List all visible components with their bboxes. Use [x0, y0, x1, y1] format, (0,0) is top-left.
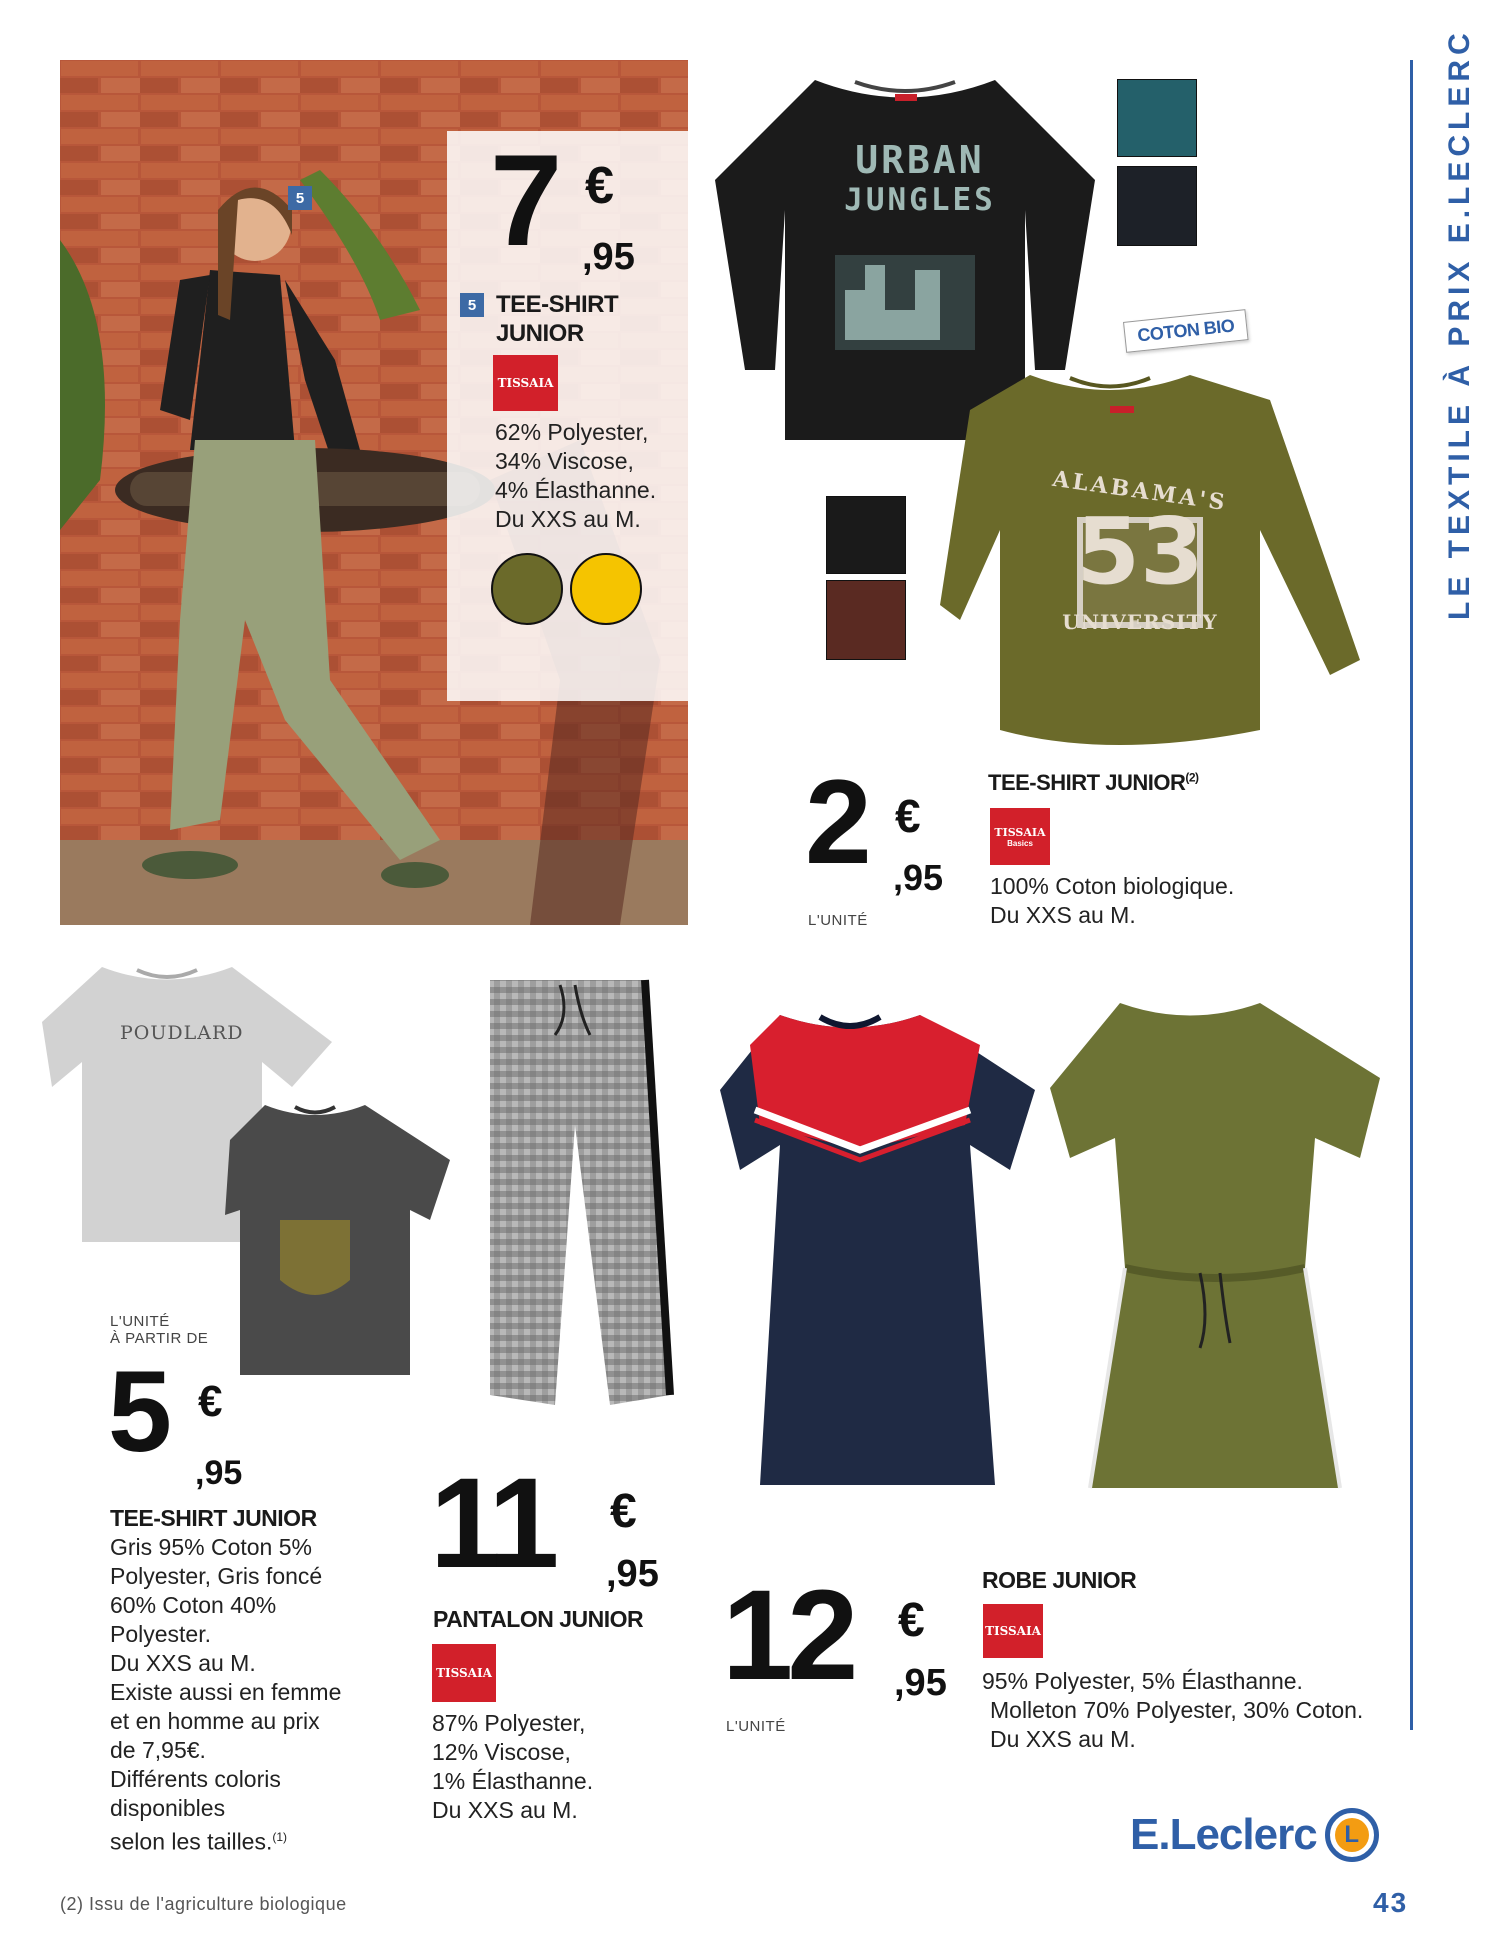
- product3-desc-line: Gris 95% Coton 5%: [110, 1534, 312, 1560]
- product1-desc-line: 62% Polyester,: [495, 419, 649, 445]
- thumb-black-print[interactable]: [826, 496, 906, 574]
- product2-title-text: TEE-SHIRT JUNIOR: [988, 770, 1186, 795]
- product1-title-line2: JUNIOR: [496, 320, 584, 347]
- page-number: 43: [1373, 1887, 1409, 1918]
- product4-brand-logo: TISSAIA: [432, 1644, 496, 1702]
- product1-description: [495, 418, 656, 534]
- product4-title: PANTALON JUNIOR: [433, 1606, 644, 1632]
- product3-unit-line2: À PARTIR DE: [110, 1330, 209, 1347]
- color-swatch-yellow[interactable]: [570, 553, 642, 625]
- dark-poudlard-tee-image: [225, 1100, 455, 1380]
- thumb-blue-print[interactable]: [1117, 79, 1197, 157]
- product3-unit-line1: L'UNITÉ: [110, 1313, 170, 1330]
- leclerc-logo-icon: [1325, 1808, 1379, 1862]
- product1-desc-line: 4% Élasthanne.: [495, 477, 657, 503]
- product3-desc-line: Polyester.: [110, 1621, 211, 1647]
- product1-price-currency: €: [585, 157, 614, 215]
- side-rule: [1410, 60, 1413, 1730]
- product5-desc-line: 95% Polyester, 5% Élasthanne.: [982, 1668, 1303, 1694]
- black-tee-print: [830, 140, 1010, 220]
- product3-desc-line: disponibles: [110, 1795, 226, 1821]
- product2-desc-line: 100% Coton biologique.: [990, 873, 1235, 899]
- product3-desc-line: [110, 1823, 341, 1857]
- product3-desc-sup: (1): [272, 1830, 288, 1844]
- product2-unit: L'UNITÉ: [808, 912, 868, 929]
- product3-price-currency: €: [198, 1377, 223, 1426]
- product5-unit: L'UNITÉ: [726, 1718, 786, 1735]
- olive-tee-print-top: ALABAMA'S: [1050, 465, 1230, 517]
- product3-price-integer: 5: [108, 1348, 166, 1476]
- coton-bio-tag: COTON BIO: [1123, 309, 1249, 353]
- leclerc-logo-inner: L: [1335, 1818, 1369, 1852]
- product3-desc-line: Différents coloris: [110, 1766, 281, 1792]
- product2-description: [990, 872, 1234, 930]
- photo-badge-number: 5: [288, 186, 312, 210]
- product5-price-decimals: ,95: [894, 1662, 947, 1704]
- product4-price-currency: €: [610, 1485, 637, 1538]
- product1-title: [496, 290, 618, 348]
- product3-desc-line: et en homme au prix: [110, 1708, 320, 1734]
- product4-desc-line: 12% Viscose,: [432, 1739, 571, 1765]
- product3-desc-line: Existe aussi en femme: [110, 1679, 342, 1705]
- black-tee-print-line1: URBAN: [855, 138, 985, 182]
- product2-brand-name: TISSAIA: [994, 825, 1046, 839]
- grey-tee-print: POUDLARD: [120, 1022, 244, 1044]
- product4-desc-line: Du XXS au M.: [432, 1797, 578, 1823]
- product1-desc-line: Du XXS au M.: [495, 506, 641, 532]
- product3-desc-last: selon les tailles.: [110, 1828, 273, 1855]
- product3-desc-line: 60% Coton 40%: [110, 1592, 277, 1618]
- product1-brand-logo: TISSAIA: [493, 355, 558, 411]
- product3-desc-line: Du XXS au M.: [110, 1650, 256, 1676]
- black-tee-print-line2: JUNGLES: [844, 182, 996, 218]
- product2-brand-logo: [990, 808, 1050, 865]
- navy-dress-image: [720, 1005, 1045, 1495]
- leclerc-logo[interactable]: [1130, 1808, 1379, 1862]
- product3-desc-line: Polyester, Gris foncé: [110, 1563, 323, 1589]
- checked-trousers-image: [470, 975, 680, 1425]
- product3-description: [110, 1533, 341, 1857]
- product3-unit: [110, 1313, 208, 1347]
- footnote: (2) Issu de l'agriculture biologique: [60, 1894, 347, 1914]
- product2-brand-sub: Basics: [1007, 838, 1033, 848]
- product2-title-sup: (2): [1185, 770, 1199, 785]
- product5-brand-logo: TISSAIA: [983, 1604, 1043, 1658]
- product5-desc-line: Du XXS au M.: [990, 1726, 1136, 1752]
- product2-price-currency: €: [895, 790, 921, 842]
- product2-price-decimals: ,95: [893, 857, 944, 898]
- olive-tee-print: [1040, 465, 1240, 634]
- product1-price-integer: 7: [490, 127, 557, 273]
- color-swatch-olive[interactable]: [491, 553, 563, 625]
- side-label: LE TEXTILE À PRIX E.LECLERC: [1443, 28, 1476, 620]
- product5-desc-line: Molleton 70% Polyester, 30% Coton.: [990, 1697, 1364, 1723]
- product5-title: ROBE JUNIOR: [982, 1567, 1137, 1593]
- product4-price-decimals: ,95: [606, 1553, 659, 1595]
- olive-tee-print-number: 53: [1075, 498, 1205, 605]
- product2-title: [988, 770, 1199, 796]
- thumb-dark-print[interactable]: [1117, 166, 1197, 246]
- olive-dress-image: [1050, 998, 1385, 1503]
- leclerc-logo-text: E.Leclerc: [1130, 1810, 1317, 1859]
- product4-description: [432, 1709, 593, 1825]
- product4-desc-line: 1% Élasthanne.: [432, 1768, 594, 1794]
- product5-description: [982, 1667, 1363, 1754]
- product2-price-integer: 2: [805, 755, 866, 889]
- product5-price-currency: €: [898, 1594, 925, 1647]
- product3-price-decimals: ,95: [195, 1454, 243, 1492]
- product4-desc-line: 87% Polyester,: [432, 1710, 586, 1736]
- price-panel: [447, 127, 688, 701]
- product1-badge: 5: [460, 293, 484, 317]
- product1-desc-line: 34% Viscose,: [495, 448, 634, 474]
- olive-tee-print-bottom: UNIVERSITY: [1062, 610, 1218, 634]
- product5-price-integer: 12: [722, 1564, 853, 1707]
- product2-desc-line: Du XXS au M.: [990, 902, 1136, 928]
- product1-price-decimals: ,95: [582, 236, 635, 278]
- product4-price-integer: 11: [430, 1452, 554, 1595]
- product3-title: TEE-SHIRT JUNIOR: [110, 1505, 317, 1531]
- thumb-red-print[interactable]: [826, 580, 906, 660]
- product3-desc-line: de 7,95€.: [110, 1737, 206, 1763]
- product1-title-line1: TEE-SHIRT: [496, 291, 619, 318]
